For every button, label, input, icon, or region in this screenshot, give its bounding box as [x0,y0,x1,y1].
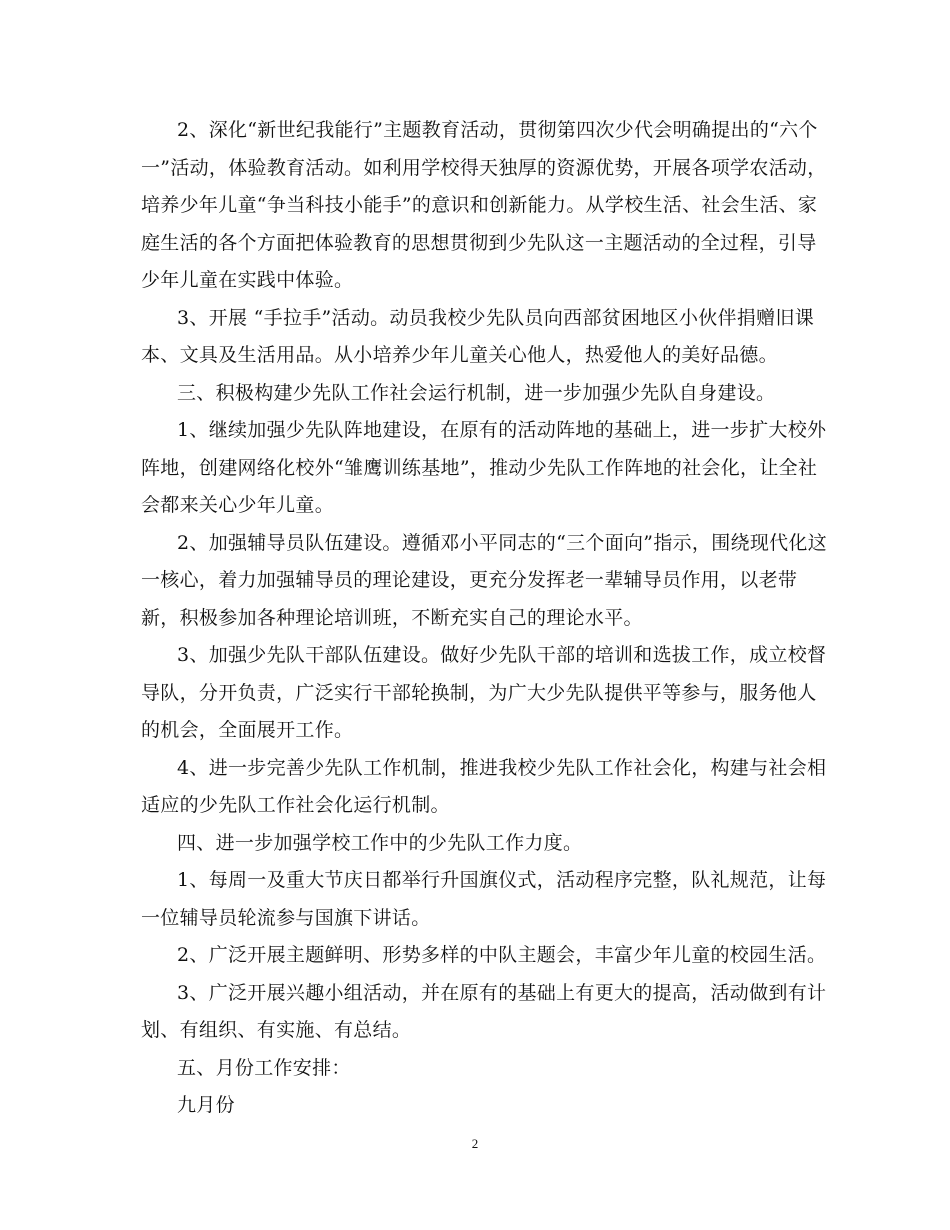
text-line: 的机会，全面展开工作。 [141,719,354,741]
text-line: 培养少年儿童“争当科技小能手”的意识和创新能力。从学校生活、社会生活、家 [141,194,818,216]
paragraph [141,412,831,525]
paragraph [141,1050,831,1088]
text-line: 四、进一步加强学校工作中的少先队工作力度。 [177,831,583,854]
text-line: 3、开展 “手拉手”活动。动员我校少先队员向西部贫困地区小伙伴捐赠旧课 [177,306,815,329]
paragraph [141,375,831,413]
text-line: 一”活动，体验教育活动。如利用学校得天独厚的资源优势，开展各项学农活动， [141,156,827,179]
text-line: 三、积极构建少先队工作社会运行机制，进一步加强少先队自身建设。 [177,381,776,404]
text-line: 导队，分开负责，广泛实行干部轮换制，为广大少先队提供平等参与，服务他人 [141,681,817,704]
text-line: 九月份 [177,1094,235,1116]
text-line: 本、文具及生活用品。从小培养少年儿童关心他人，热爱他人的美好品德。 [141,344,778,366]
text-line: 划、有组织、有实施、有总结。 [141,1019,412,1041]
text-line: 2、广泛开展主题鲜明、形势多样的中队主题会，丰富少年儿童的校园生活。 [177,944,827,966]
paragraph [141,1087,831,1125]
text-line: 3、广泛开展兴趣小组活动，并在原有的基础上有更大的提高，活动做到有计 [177,981,827,1004]
text-line: 新，积极参加各种理论培训班，不断充实自己的理论水平。 [141,606,643,629]
paragraph [141,300,831,375]
text-line: 五、月份工作安排： [177,1056,351,1079]
text-line: 一位辅导员轮流参与国旗下讲话。 [141,906,431,929]
paragraph [141,937,831,975]
text-line: 1、继续加强少先队阵地建设，在原有的活动阵地的基础上，进一步扩大校外 [177,419,827,441]
paragraph [141,825,831,863]
text-line: 少年儿童在实践中体验。 [141,269,354,291]
paragraph [141,750,831,825]
paragraph [141,862,831,937]
text-line: 3、加强少先队干部队伍建设。做好少先队干部的培训和选拔工作，成立校督 [177,644,827,666]
text-line: 庭生活的各个方面把体验教育的思想贯彻到少先队这一主题活动的全过程，引导 [141,231,817,254]
page-number: 2 [471,1136,479,1151]
text-line: 2、加强辅导员队伍建设。遵循邓小平同志的“三个面向”指示，围绕现代化这 [177,531,828,554]
document-body [141,112,831,1125]
text-line: 一核心，着力加强辅导员的理论建设，更充分发挥老一辈辅导员作用，以老带 [141,569,798,591]
text-line: 会都来关心少年儿童。 [141,494,335,516]
paragraph [141,975,831,1050]
paragraph [141,112,831,300]
paragraph [141,525,831,638]
text-line: 阵地，创建网络化校外“雏鹰训练基地”，推动少先队工作阵地的社会化，让全社 [141,456,818,479]
text-line: 2、深化“新世纪我能行”主题教育活动，贯彻第四次少代会明确提出的“六个 [177,119,818,141]
paragraph [141,637,831,750]
text-line: 1、每周一及重大节庆日都举行升国旗仪式，活动程序完整，队礼规范，让每 [177,869,827,891]
text-line: 适应的少先队工作社会化运行机制。 [141,794,450,816]
text-line: 4、进一步完善少先队工作机制，推进我校少先队工作社会化，构建与社会相 [177,756,827,779]
